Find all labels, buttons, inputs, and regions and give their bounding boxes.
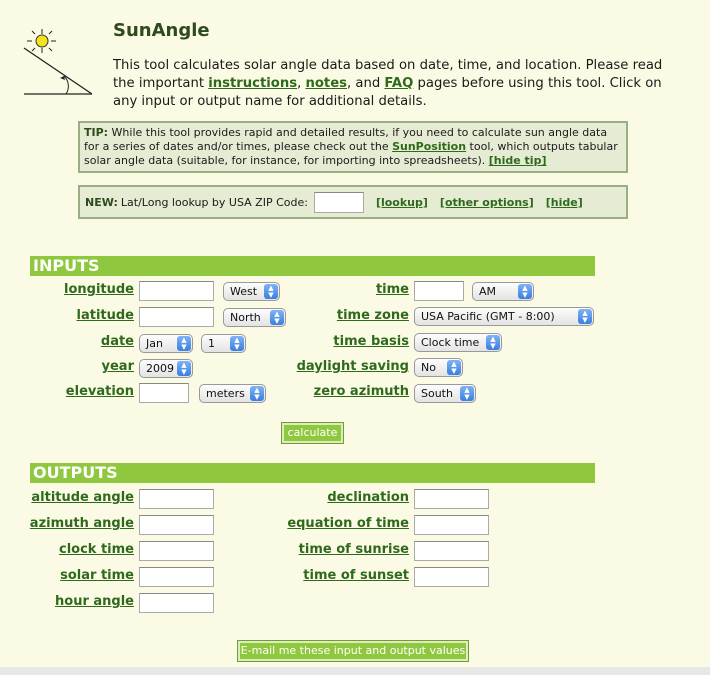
zip-lookup-box bbox=[78, 185, 628, 219]
elevation-unit-select[interactable]: meters ▲ ▼ bbox=[199, 384, 266, 403]
other-options-link[interactable]: [other options] bbox=[439, 195, 534, 209]
bottom-scroll-strip bbox=[0, 667, 710, 675]
time-of-sunset-label[interactable]: time of sunset bbox=[303, 568, 409, 583]
solar-time-label[interactable]: solar time bbox=[60, 568, 134, 583]
dropdown-arrow-icon: ▲ ▼ bbox=[578, 309, 592, 324]
dropdown-arrow-icon: ▲ ▼ bbox=[177, 361, 191, 376]
outputs-header: OUTPUTS bbox=[30, 463, 595, 483]
time-of-sunrise-output bbox=[414, 541, 489, 561]
dropdown-arrow-icon: ▲ ▼ bbox=[230, 336, 244, 351]
time-of-sunrise-label[interactable]: time of sunrise bbox=[298, 542, 409, 557]
azimuth-angle-label[interactable]: azimuth angle bbox=[29, 516, 134, 531]
clock-time-output bbox=[139, 541, 214, 561]
intro-text: This tool calculates solar angle data based on date, time, and location. Please read the important instructions, notes, and FAQ pages before using this tool. Click on any input or output name for additional details. bbox=[113, 58, 663, 109]
email-values-button[interactable]: E-mail me these input and output values bbox=[237, 640, 469, 662]
time-of-sunset-output bbox=[414, 567, 489, 587]
tip-label: TIP: bbox=[84, 126, 109, 139]
time-zone-label[interactable]: time zone bbox=[336, 308, 409, 323]
dropdown-arrow-icon: ▲ ▼ bbox=[447, 360, 461, 375]
daylight-saving-select[interactable]: No ▲ ▼ bbox=[414, 358, 463, 377]
longitude-direction-select[interactable]: West ▲ ▼ bbox=[223, 282, 280, 301]
faq-link[interactable]: FAQ bbox=[384, 76, 414, 91]
calculate-button[interactable]: calculate bbox=[281, 422, 344, 444]
altitude-angle-output bbox=[139, 489, 214, 509]
daylight-saving-label[interactable]: daylight saving bbox=[296, 359, 409, 374]
month-select[interactable]: Jan ▲ ▼ bbox=[139, 334, 193, 353]
date-label[interactable]: date bbox=[100, 334, 134, 349]
am-pm-select[interactable]: AM ▲ ▼ bbox=[472, 282, 534, 301]
sun-angle-logo-icon bbox=[22, 28, 92, 98]
equation-of-time-output bbox=[414, 515, 489, 535]
sunposition-link[interactable]: SunPosition bbox=[392, 140, 467, 153]
equation-of-time-label[interactable]: equation of time bbox=[287, 516, 409, 531]
dropdown-arrow-icon: ▲ ▼ bbox=[460, 386, 474, 401]
lookup-link[interactable]: [lookup] bbox=[375, 195, 428, 209]
dropdown-arrow-icon: ▲ ▼ bbox=[270, 310, 284, 325]
instructions-link[interactable]: instructions bbox=[208, 76, 298, 91]
time-basis-select[interactable]: Clock time ▲ ▼ bbox=[414, 333, 502, 352]
time-label[interactable]: time bbox=[375, 282, 409, 297]
inputs-header: INPUTS bbox=[30, 256, 595, 276]
latitude-label[interactable]: latitude bbox=[76, 308, 134, 323]
zip-lookup-text: Lat/Long lookup by USA ZIP Code: bbox=[120, 195, 308, 209]
elevation-label[interactable]: elevation bbox=[65, 384, 134, 399]
declination-output bbox=[414, 489, 489, 509]
new-label: NEW: bbox=[85, 195, 118, 209]
day-select[interactable]: 1 ▲ ▼ bbox=[201, 334, 246, 353]
clock-time-label[interactable]: clock time bbox=[58, 542, 134, 557]
notes-link[interactable]: notes bbox=[305, 76, 348, 91]
year-select[interactable]: 2009 ▲ ▼ bbox=[139, 359, 193, 378]
year-label[interactable]: year bbox=[101, 359, 134, 374]
hide-tip-link[interactable]: [hide tip] bbox=[488, 154, 547, 167]
hour-angle-label[interactable]: hour angle bbox=[55, 594, 134, 609]
dropdown-arrow-icon: ▲ ▼ bbox=[250, 386, 264, 401]
latitude-direction-select[interactable]: North ▲ ▼ bbox=[223, 308, 286, 327]
zero-azimuth-label[interactable]: zero azimuth bbox=[313, 384, 409, 399]
declination-label[interactable]: declination bbox=[327, 490, 409, 505]
zip-code-input[interactable] bbox=[314, 192, 364, 213]
hide-zip-link[interactable]: [hide] bbox=[545, 195, 583, 209]
dropdown-arrow-icon: ▲ ▼ bbox=[177, 336, 191, 351]
latitude-input[interactable] bbox=[139, 307, 214, 327]
dropdown-arrow-icon: ▲ ▼ bbox=[518, 284, 532, 299]
longitude-input[interactable] bbox=[139, 281, 214, 301]
azimuth-angle-output bbox=[139, 515, 214, 535]
zero-azimuth-select[interactable]: South ▲ ▼ bbox=[414, 384, 476, 403]
dropdown-arrow-icon: ▲ ▼ bbox=[264, 284, 278, 299]
dropdown-arrow-icon: ▲ ▼ bbox=[486, 335, 500, 350]
page-title: SunAngle bbox=[113, 20, 210, 41]
elevation-input[interactable] bbox=[139, 383, 189, 403]
time-basis-label[interactable]: time basis bbox=[333, 334, 409, 349]
longitude-label[interactable]: longitude bbox=[64, 282, 134, 297]
hour-angle-output bbox=[139, 593, 214, 613]
time-input[interactable] bbox=[414, 281, 464, 301]
tip-box: TIP: While this tool provides rapid and detailed results, if you need to calculate sun angle data for a series of dates and/or times, please check out the SunPosition tool, which outputs tabular solar angle data (suitable, for instance, for importing into spreadsheets). [hide tip] bbox=[78, 121, 628, 173]
altitude-angle-label[interactable]: altitude angle bbox=[31, 490, 134, 505]
solar-time-output bbox=[139, 567, 214, 587]
time-zone-select[interactable]: USA Pacific (GMT - 8:00) ▲ ▼ bbox=[414, 307, 594, 326]
